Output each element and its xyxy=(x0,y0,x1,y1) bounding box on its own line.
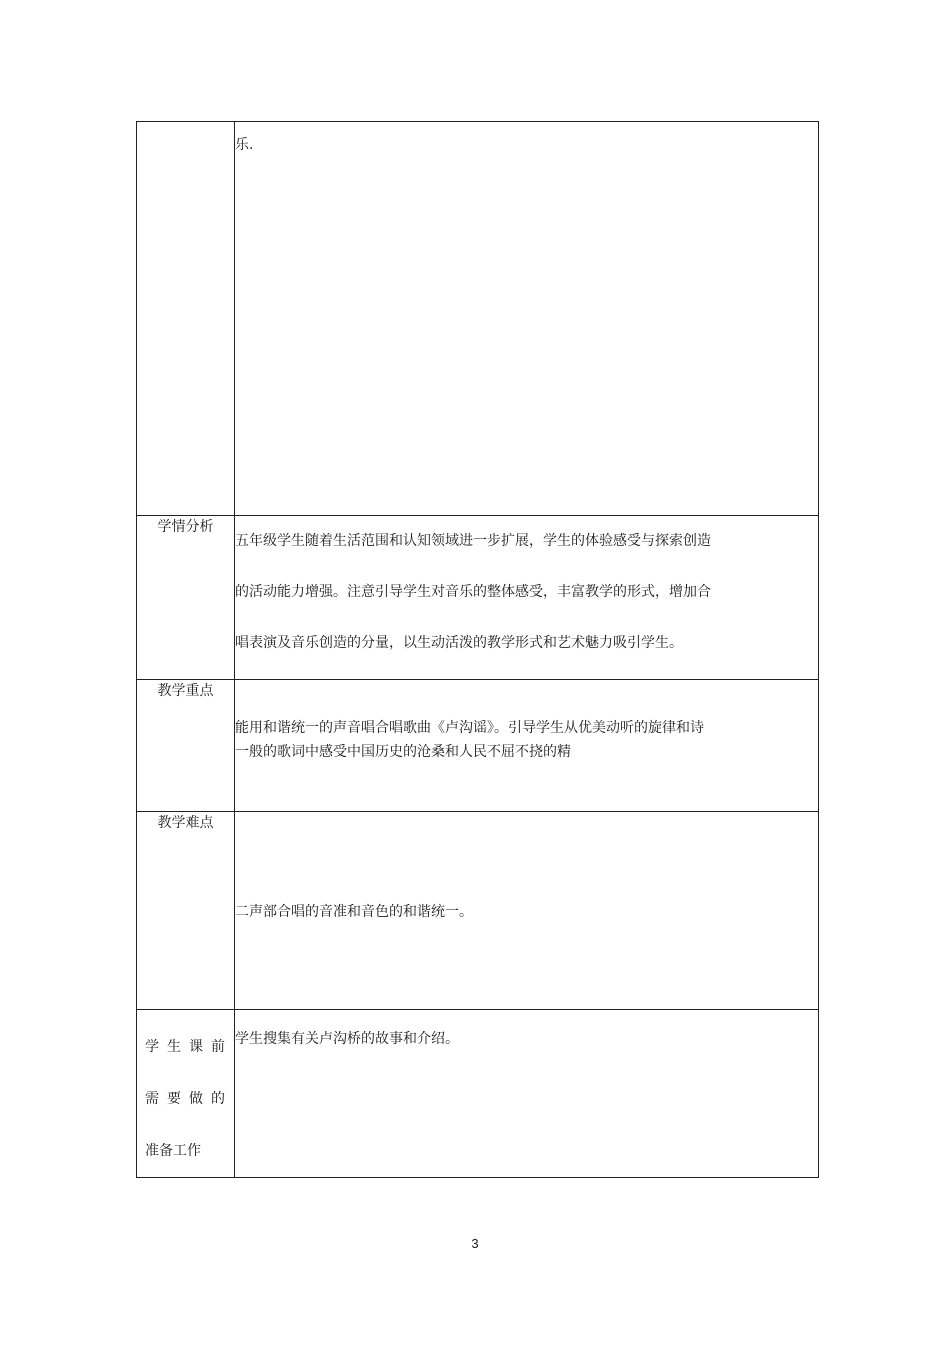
row-content-cell xyxy=(235,122,819,516)
content-line: 学生搜集有关卢沟桥的故事和介绍。 xyxy=(235,1031,459,1047)
content-block xyxy=(235,680,818,764)
table-row xyxy=(137,1010,819,1178)
row-label-key-points: 教学重点 xyxy=(157,683,214,699)
label-char: 要 xyxy=(167,1091,181,1107)
label-char: 前 xyxy=(211,1039,225,1055)
row-label-cell xyxy=(137,812,235,1010)
page-number: 3 xyxy=(471,1236,479,1251)
table-row xyxy=(137,122,819,516)
row-content-cell xyxy=(235,812,819,1010)
label-char: 的 xyxy=(211,1091,225,1107)
content-line: 二声部合唱的音准和音色的和谐统一。 xyxy=(235,903,473,920)
label-char: 课 xyxy=(189,1039,203,1055)
label-text: 准备工作 xyxy=(145,1143,201,1159)
label-char: 生 xyxy=(167,1039,181,1055)
label-line xyxy=(145,1073,225,1125)
label-char: 学 xyxy=(145,1039,159,1055)
content-line: 唱表演及音乐创造的分量，以生动活泼的教学形式和艺术魅力吸引学生。 xyxy=(235,635,683,651)
table-row xyxy=(137,680,819,812)
row-label-cell xyxy=(137,122,235,516)
label-char: 做 xyxy=(189,1091,203,1107)
row-label-student-analysis: 学情分析 xyxy=(157,519,214,535)
row-content-cell xyxy=(235,1010,819,1178)
content-line: 五年级学生随着生活范围和认知领域进一步扩展，学生的体验感受与探索创造 xyxy=(235,533,711,549)
row-content-cell xyxy=(235,680,819,812)
table-row xyxy=(137,516,819,680)
label-line xyxy=(145,1125,234,1177)
content-block xyxy=(235,516,818,669)
label-char: 需 xyxy=(145,1091,159,1107)
row-label-cell xyxy=(137,516,235,680)
row-label-cell xyxy=(137,680,235,812)
row-label-cell xyxy=(137,1010,235,1178)
row-label-difficulties: 教学难点 xyxy=(157,815,214,831)
row-content-cell xyxy=(235,516,819,680)
table-row xyxy=(137,812,819,1010)
lesson-plan-table xyxy=(136,121,819,1178)
content-line: 能用和谐统一的声音唱合唱歌曲《卢沟谣》。引导学生从优美动听的旋律和诗 xyxy=(235,720,704,736)
label-line xyxy=(145,1021,225,1073)
row-label-preparation xyxy=(137,1010,234,1177)
content-line: 的活动能力增强。注意引导学生对音乐的整体感受，丰富教学的形式，增加合 xyxy=(235,584,711,600)
row-content-text: 乐. xyxy=(235,137,254,153)
content-line: 一般的歌词中感受中国历史的沧桑和人民不屈不挠的精 xyxy=(235,744,571,760)
